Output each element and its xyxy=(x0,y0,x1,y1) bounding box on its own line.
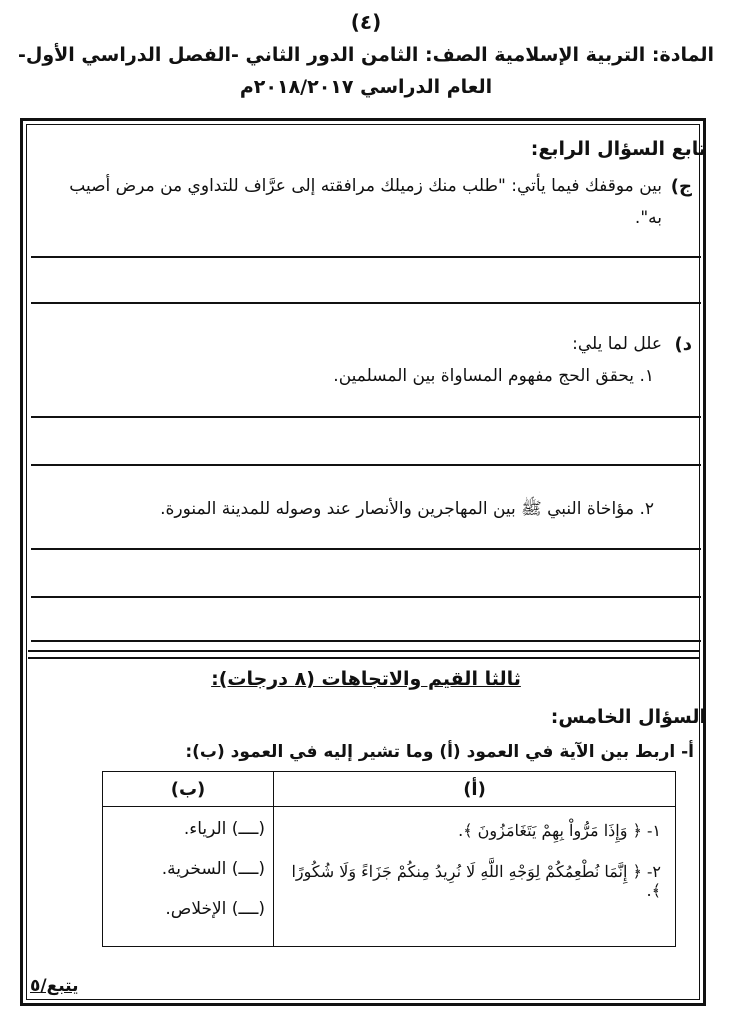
section3-title: ثالثا القيم والاتجاهات (٨ درجات): xyxy=(211,668,521,690)
answer-line xyxy=(31,640,701,642)
q4-d-letter: د) xyxy=(674,334,692,355)
verse-item: ١- ﴿ وَإِذَا مَرُّواْ بِهِمْ يَتَغَامَزُونَ ﴾. xyxy=(458,821,661,840)
q4-d-item2: ٢. مؤاخاة النبي ﷺ بين المهاجرين والأنصار عند وصوله للمدينة المنورة. xyxy=(160,499,654,519)
answer-line xyxy=(31,302,701,304)
q4-c-letter: ج) xyxy=(670,176,692,197)
q4-d-text: علل لما يلي: xyxy=(572,334,662,354)
col-b-header: (ب) xyxy=(103,772,274,807)
matching-table xyxy=(102,771,676,947)
answer-line xyxy=(31,256,701,258)
q4-c-text-line2: به". xyxy=(634,208,662,228)
answer-line xyxy=(31,548,701,550)
header-subject-line: المادة: التربية الإسلامية الصف: الثامن الدور الثاني -الفصل الدراسي الأول- xyxy=(17,44,715,66)
q4-d-item1: ١. يحقق الحج مفهوم المساواة بين المسلمين. xyxy=(333,366,654,386)
col-b-cell xyxy=(103,807,274,947)
q5-title: السؤال الخامس: xyxy=(550,706,706,728)
section-divider xyxy=(28,650,700,659)
answer-line xyxy=(31,416,701,418)
header-year-line: العام الدراسي ٢٠١٨/٢٠١٧م xyxy=(239,76,493,98)
answer-line xyxy=(31,596,701,598)
page-number: (٤) xyxy=(350,10,382,34)
answer-line xyxy=(31,464,701,466)
option-item: (ــــ) الإخلاص. xyxy=(165,899,265,919)
q4-title: تابع السؤال الرابع: xyxy=(530,138,706,160)
col-a-cell xyxy=(274,807,676,947)
option-item: (ــــ) الرياء. xyxy=(183,819,265,839)
q5-instruction: أ- اربط بين الآية في العمود (أ) وما تشير إليه في العمود (ب): xyxy=(185,742,694,762)
col-a-header: (أ) xyxy=(274,772,676,807)
continue-note: يتبع/٥ xyxy=(30,976,79,996)
verse-item: ٢- ﴿ إِنَّمَا نُطْعِمُكُمْ لِوَجْهِ اللَّهِ لَا نُرِيدُ مِنكُمْ جَزَاءً وَلَا شُكُورًا ﴾. xyxy=(291,862,661,900)
option-item: (ــــ) السخرية. xyxy=(161,859,265,879)
q4-c-text-line1: بين موقفك فيما يأتي: "طلب منك زميلك مرافقته إلى عرَّاف للتداوي من مرض أصيب xyxy=(69,176,662,196)
